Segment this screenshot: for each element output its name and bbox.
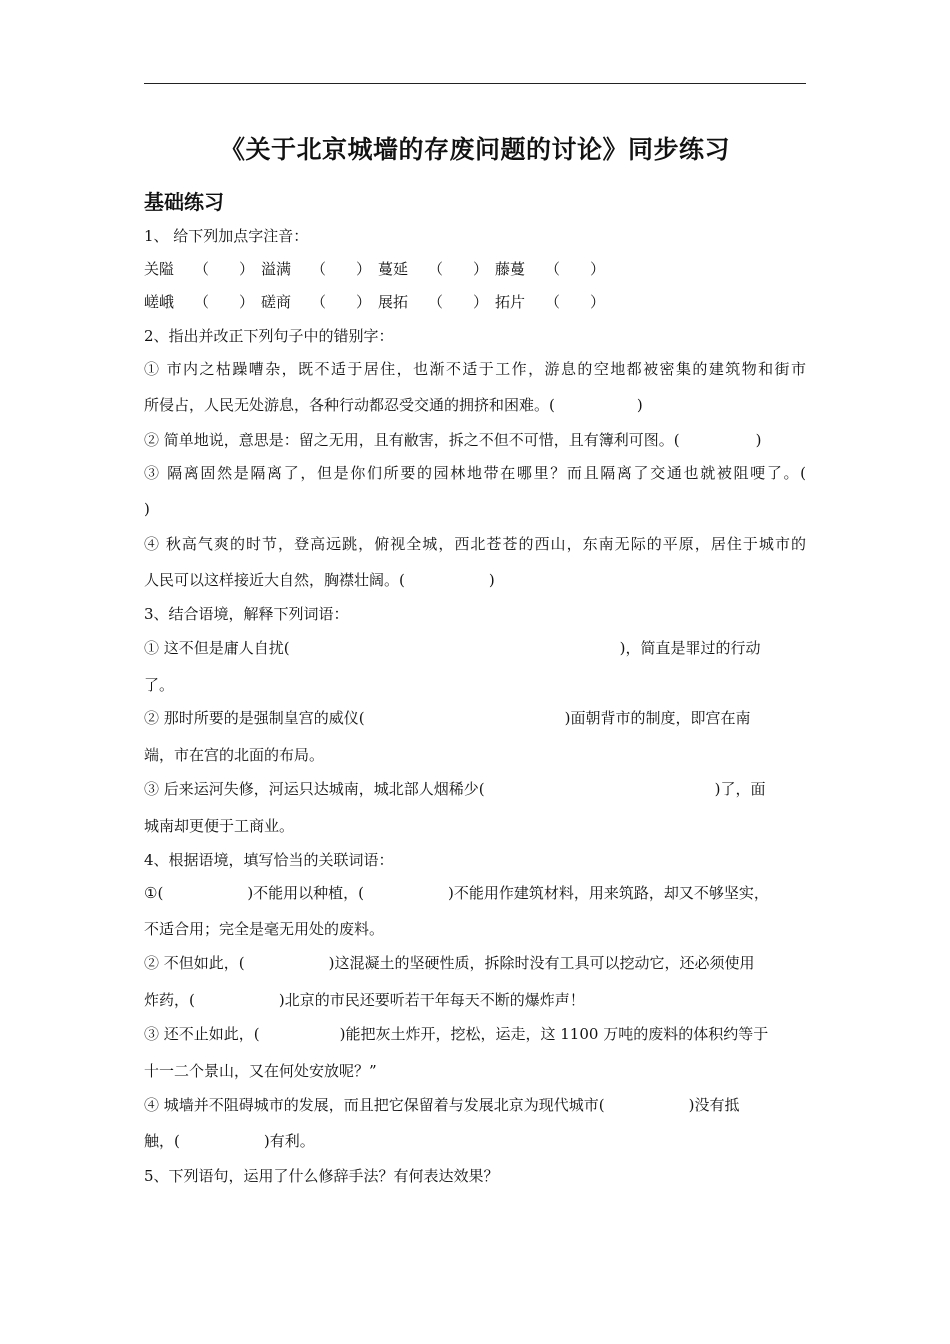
q4-sentence-4b — [144, 1130, 806, 1152]
q4-sentence-3b: 十一二个景山，又在何处安放呢？” — [144, 1062, 377, 1080]
q3-sentence-2a — [144, 707, 806, 729]
q4-sentence-1a — [144, 882, 806, 904]
q4-text: )有利。 — [263, 1132, 315, 1150]
pinyin-item — [144, 291, 261, 313]
pinyin-item — [261, 258, 378, 280]
q2-sentence-2 — [144, 429, 806, 451]
paren-close: ) — [636, 396, 643, 414]
pinyin-item — [378, 291, 495, 313]
pinyin-word: 拓片 — [495, 293, 526, 311]
q2-sentence-2-text: ② 简单地说，意思是：留之无用，且有敝害，拆之不但不可惜，且有簿利可图。( — [144, 431, 680, 449]
q4-text: 炸药，( — [144, 991, 195, 1009]
q4-sentence-2b — [144, 989, 806, 1011]
pinyin-blank[interactable]: （ ） — [428, 293, 489, 311]
q4-text: )不能用以种植，( — [247, 884, 365, 902]
q3-sentence-3a-text: ③ 后来运河失修，河运只达城南，城北部人烟稀少( — [144, 780, 485, 798]
q3-sentence-1a-end: )，简直是罪过的行动 — [619, 639, 761, 657]
q2-sentence-4b — [144, 569, 806, 591]
pinyin-item — [378, 258, 495, 280]
section-heading: 基础练习 — [144, 190, 224, 214]
q4-text: )能把灰土炸开，挖松，运走，这 1100 万吨的废料的体积约等于 — [339, 1025, 769, 1043]
q4-sentence-3a — [144, 1023, 806, 1045]
page-title: 《关于北京城墙的存废问题的讨论》同步练习 — [219, 135, 730, 164]
pinyin-blank[interactable]: （ ） — [545, 293, 606, 311]
pinyin-blank[interactable]: （ ） — [311, 260, 372, 278]
q3-sentence-1b: 了。 — [144, 676, 175, 694]
question-4-prompt: 4、根据语境，填写恰当的关联词语： — [144, 851, 394, 869]
pinyin-blank[interactable]: （ ） — [545, 260, 606, 278]
pinyin-word: 藤蔓 — [495, 260, 526, 278]
question-1-prompt: 1、 给下列加点字注音： — [144, 227, 309, 245]
q3-sentence-2a-end: )面朝背市的制度，即宫在南 — [564, 709, 751, 727]
q2-sentence-4a: ④ 秋高气爽的时节，登高远跳，俯视全城，西北苍苍的西山，东南无际的平原，居住于城市的 — [144, 535, 806, 553]
pinyin-row-1 — [144, 258, 612, 280]
q4-text: )这混凝土的坚硬性质，拆除时没有工具可以挖动它，还必须使用 — [328, 954, 755, 972]
q4-text: ①( — [144, 884, 164, 902]
pinyin-blank[interactable]: （ ） — [428, 260, 489, 278]
pinyin-word: 磋商 — [261, 293, 292, 311]
pinyin-item — [495, 258, 612, 280]
q4-sentence-4a — [144, 1094, 806, 1116]
paren-close: ) — [488, 571, 495, 589]
pinyin-word: 蔓延 — [378, 260, 409, 278]
q2-sentence-4b-text: 人民可以这样接近大自然，胸襟壮阔。( — [144, 571, 405, 589]
q3-sentence-3a — [144, 778, 806, 800]
q2-sentence-1a: ① 市内之枯躁嘈杂，既不适于居住，也渐不适于工作，游息的空地都被密集的建筑物和街市 — [144, 360, 806, 378]
q3-sentence-2b: 端，市在宫的北面的布局。 — [144, 746, 325, 764]
q4-text: ② 不但如此，( — [144, 954, 245, 972]
q3-sentence-2a-text: ② 那时所要的是强制皇宫的威仪( — [144, 709, 365, 727]
pinyin-row-2 — [144, 291, 612, 313]
pinyin-word: 嵯峨 — [144, 293, 175, 311]
pinyin-blank[interactable]: （ ） — [194, 260, 255, 278]
question-2-prompt: 2、指出并改正下列句子中的错别字： — [144, 327, 394, 345]
pinyin-item — [261, 291, 378, 313]
q4-text: ④ 城墙并不阻碍城市的发展，而且把它保留着与发展北京为现代城市( — [144, 1096, 605, 1114]
q3-sentence-3b: 城南却更便于工商业。 — [144, 817, 295, 835]
q2-sentence-3a: ③ 隔离固然是隔离了，但是你们所要的园林地带在哪里？而且隔离了交通也就被阻哽了。( — [144, 464, 806, 482]
question-5-prompt: 5、下列语句，运用了什么修辞手法？有何表达效果？ — [144, 1167, 499, 1185]
header-rule — [144, 83, 806, 84]
q4-sentence-2a — [144, 952, 806, 974]
paren-close: ) — [755, 431, 762, 449]
question-3-prompt: 3、结合语境，解释下列词语： — [144, 605, 349, 623]
q4-text: )没有抵 — [688, 1096, 740, 1114]
q4-text: ③ 还不止如此，( — [144, 1025, 260, 1043]
q4-text: )北京的市民还要听若干年每天不断的爆炸声！ — [278, 991, 585, 1009]
pinyin-blank[interactable]: （ ） — [311, 293, 372, 311]
pinyin-word: 溢满 — [261, 260, 292, 278]
pinyin-item — [144, 258, 261, 280]
q3-sentence-1a — [144, 637, 806, 659]
q4-text: 触，( — [144, 1132, 180, 1150]
pinyin-word: 关隘 — [144, 260, 175, 278]
q3-sentence-3a-end: )了，面 — [714, 780, 766, 798]
pinyin-item — [495, 291, 612, 313]
pinyin-blank[interactable]: （ ） — [194, 293, 255, 311]
q2-sentence-1b-text: 所侵占，人民无处游息，各种行动都忍受交通的拥挤和困难。( — [144, 396, 555, 414]
q2-sentence-3b[interactable]: ) — [144, 500, 150, 518]
pinyin-word: 展拓 — [378, 293, 409, 311]
q2-sentence-1b — [144, 394, 806, 416]
q3-sentence-1a-text: ① 这不但是庸人自扰( — [144, 639, 290, 657]
q4-text: )不能用作建筑材料，用来筑路，却又不够坚实， — [448, 884, 769, 902]
q4-sentence-1b: 不适合用；完全是毫无用处的废料。 — [144, 920, 385, 938]
